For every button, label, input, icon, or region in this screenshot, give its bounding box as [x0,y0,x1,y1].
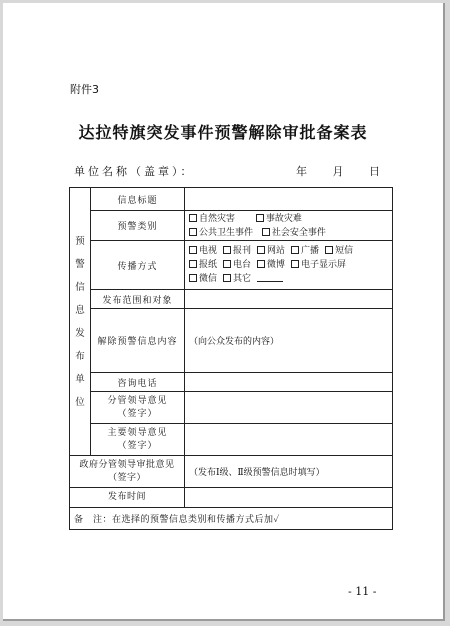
unit-name-label: 单位名称（盖章）： [74,165,195,178]
broadcast-method-options [185,241,393,290]
checkbox-icon [291,246,299,254]
category-checkbox[interactable]: 自然灾害 [189,212,235,226]
scope-field[interactable] [185,290,393,309]
content-field[interactable]: （向公众发布的内容） [185,309,393,373]
sidebar-char: 发 [75,327,85,339]
method-checkbox[interactable]: 电子显示屏 [291,258,346,272]
date-fields [296,163,380,179]
checkbox-icon [262,228,270,236]
hotline-field[interactable] [185,373,393,392]
dept-leader-field[interactable] [185,392,393,424]
month-label: 月 [332,165,344,178]
category-checkbox[interactable]: 公共卫生事件 [189,226,253,240]
checkbox-icon [325,246,333,254]
other-blank-line[interactable] [257,273,283,282]
method-line [189,244,392,258]
content-label: 解除预警信息内容 [91,309,185,373]
sidebar-char: 息 [75,304,85,316]
checkbox-icon [256,214,264,222]
year-label: 年 [296,165,307,178]
method-checkbox[interactable]: 广播 [291,244,319,258]
category-checkbox[interactable]: 社会安全事件 [262,226,326,240]
checkbox-icon [189,260,197,268]
checkbox-icon [223,260,231,268]
method-checkbox[interactable]: 报刊 [223,244,251,258]
checkbox-icon [223,246,231,254]
approval-form-table [69,187,393,530]
method-checkbox[interactable]: 微博 [257,258,285,272]
sidebar-char: 位 [75,396,85,408]
sidebar-char: 预 [75,235,85,247]
dept-leader-label: 分管领导意见 （签字） [91,392,185,424]
sidebar-char: 信 [75,281,85,293]
day-label: 日 [369,165,380,178]
method-checkbox[interactable]: 电视 [189,244,217,258]
method-checkbox[interactable]: 网站 [257,244,285,258]
method-checkbox[interactable]: 短信 [325,244,353,258]
main-leader-label: 主要领导意见 （签字） [91,424,185,456]
document-page [3,3,445,621]
checkbox-icon [257,260,265,268]
publish-time-label: 发布时间 [70,488,185,508]
method-line [189,272,392,286]
method-line [189,258,392,272]
page-title: 达拉特旗突发事件预警解除审批备案表 [78,123,368,142]
sidebar-char: 警 [75,258,85,270]
broadcast-method-label: 传播方式 [91,241,185,290]
gov-approval-label: 政府分管领导审批意见 （签字） [70,456,185,488]
method-checkbox[interactable]: 其它 [223,272,251,286]
publish-time-field[interactable] [185,488,393,508]
checkbox-icon [189,274,197,282]
method-checkbox[interactable]: 报纸 [189,258,217,272]
checkbox-icon [189,246,197,254]
method-checkbox[interactable]: 微信 [189,272,217,286]
info-title-label: 信息标题 [91,188,185,211]
scope-label: 发布范围和对象 [91,290,185,309]
sidebar-char: 布 [75,350,85,362]
checkbox-icon [223,274,231,282]
sidebar-char: 单 [75,373,85,385]
note-row: 备 注：在选择的预警信息类别和传播方式后加✓ [70,508,393,530]
sidebar-issuer-label [70,188,91,456]
checkbox-icon [189,228,197,236]
page-number: - 11 - [348,585,377,598]
checkbox-icon [189,214,197,222]
gov-approval-field[interactable]: （发布Ⅰ级、Ⅱ级预警信息时填写） [185,456,393,488]
hotline-label: 咨询电话 [91,373,185,392]
main-leader-field[interactable] [185,424,393,456]
checkbox-icon [291,260,299,268]
method-checkbox[interactable]: 电台 [223,258,251,272]
warning-category-label: 预警类别 [91,211,185,241]
info-title-field[interactable] [185,188,393,211]
checkbox-icon [257,246,265,254]
warning-category-options [185,211,393,241]
category-checkbox[interactable]: 事故灾难 [256,212,302,226]
attachment-label: 附件3 [70,83,99,96]
